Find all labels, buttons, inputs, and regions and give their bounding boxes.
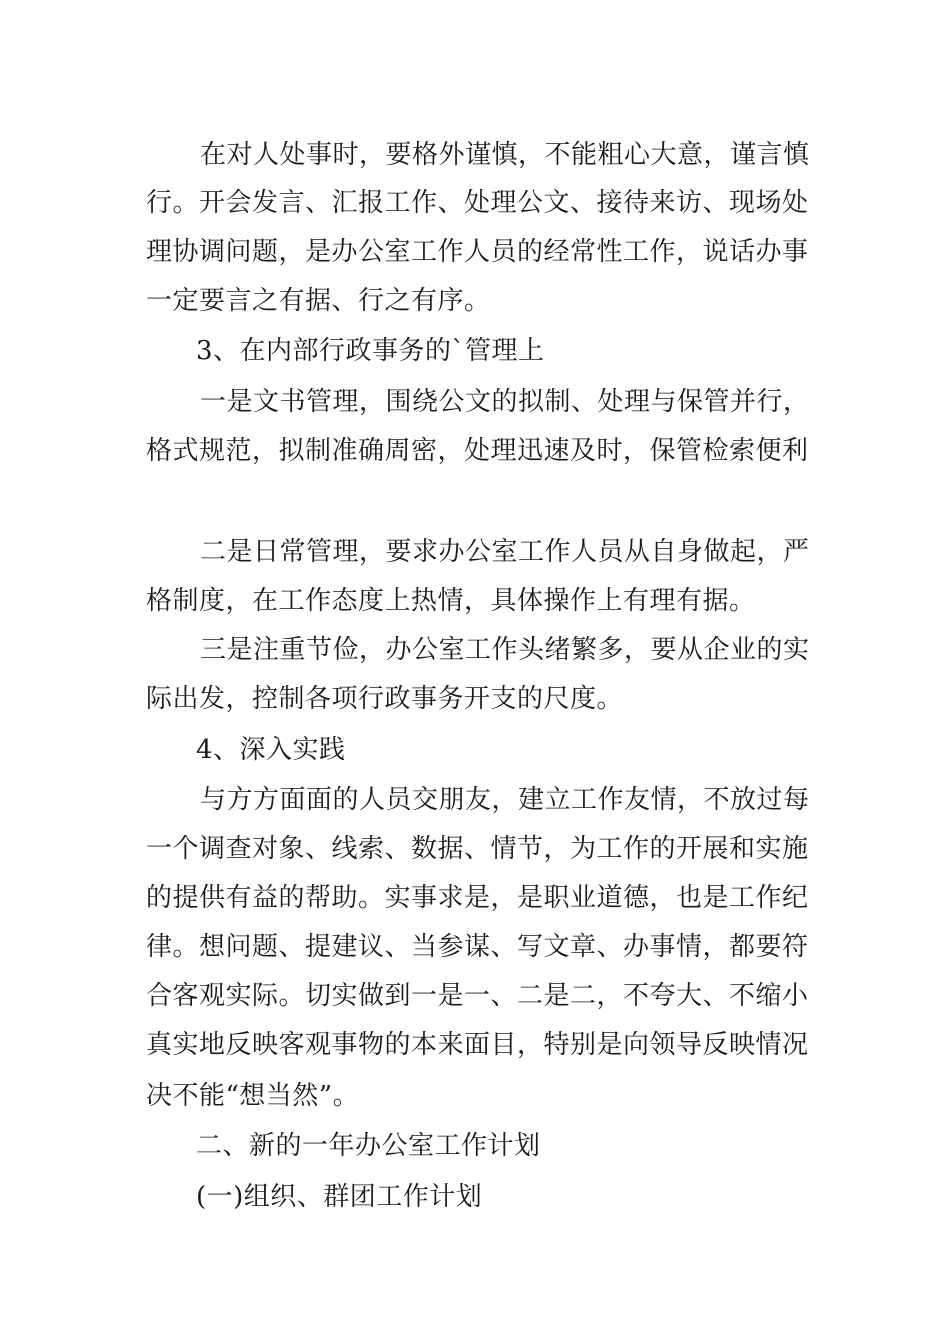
paragraph-line: 一定要言之有据、行之有序。 [146,286,491,316]
paragraph-line: 真实地反映客观事物的本来面目，特别是向领导反映情况 [146,1030,809,1060]
paragraph-line: 际出发，控制各项行政事务开支的尺度。 [146,684,624,714]
subsection-heading: (一)组织、群团工作计划 [196,1182,483,1212]
paragraph-line: 的提供有益的帮助。实事求是，是职业道德，也是工作纪 [146,883,809,913]
section-heading: 4、深入实践 [196,735,346,765]
section-heading: 3、在内部行政事务的`管理上 [196,336,545,366]
section-heading: 二、新的一年办公室工作计划 [196,1131,541,1161]
paragraph-line: 二是日常管理，要求办公室工作人员从自身做起，严 [200,537,810,567]
paragraph-line: 决不能“想当然”。 [146,1081,360,1111]
paragraph-line: 一个调查对象、线索、数据、情节，为工作的开展和实施 [146,834,809,864]
paragraph-line: 理协调问题，是办公室工作人员的经常性工作，说话办事 [146,237,809,267]
paragraph-line: 格制度，在工作态度上热情，具体操作上有理有据。 [146,586,756,616]
paragraph-line: 律。想问题、提建议、当参谋、写文章、办事情，都要符 [146,932,809,962]
paragraph-line: 与方方面面的人员交朋友，建立工作友情，不放过每 [200,785,810,815]
paragraph-line: 在对人处事时，要格外谨慎，不能粗心大意，谨言慎 [200,140,810,170]
paragraph-line: 一是文书管理，围绕公文的拟制、处理与保管并行， [200,387,810,417]
paragraph-line: 合客观实际。切实做到一是一、二是二，不夸大、不缩小 [146,981,809,1011]
paragraph-line: 三是注重节俭，办公室工作头绪繁多，要从企业的实 [200,635,810,665]
paragraph-line: 行。开会发言、汇报工作、处理公文、接待来访、现场处 [146,188,809,218]
paragraph-line: 格式规范，拟制准确周密，处理迅速及时，保管检索便利 [146,436,809,466]
